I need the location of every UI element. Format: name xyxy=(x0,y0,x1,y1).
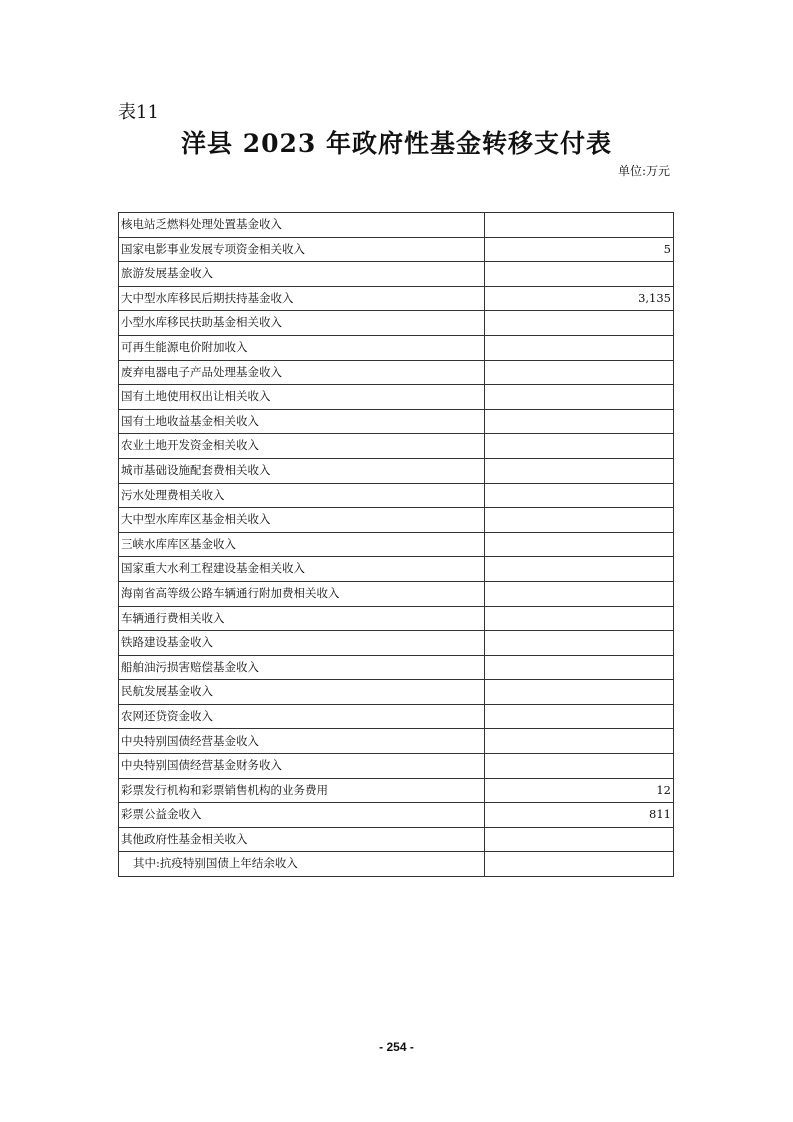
row-item-name: 彩票发行机构和彩票销售机构的业务费用 xyxy=(119,778,485,803)
page-title: 洋县 2023 年政府性基金转移支付表 xyxy=(181,129,612,158)
row-item-value: 811 xyxy=(485,803,674,828)
row-item-value xyxy=(485,852,674,877)
unit-label: 单位:万元 xyxy=(617,164,670,178)
row-item-name: 旅游发展基金收入 xyxy=(119,262,485,287)
row-item-name: 核电站乏燃料处理处置基金收入 xyxy=(119,213,485,238)
table-row xyxy=(119,606,674,631)
row-item-name: 中央特别国债经营基金收入 xyxy=(119,729,485,754)
table-row xyxy=(119,458,674,483)
table-row xyxy=(119,704,674,729)
row-item-name: 农业土地开发资金相关收入 xyxy=(119,434,485,459)
row-item-name: 污水处理费相关收入 xyxy=(119,483,485,508)
table-row xyxy=(119,311,674,336)
row-item-value: 5 xyxy=(485,237,674,262)
row-item-value xyxy=(485,704,674,729)
row-item-name: 其他政府性基金相关收入 xyxy=(119,827,485,852)
row-item-value xyxy=(485,213,674,238)
table-row xyxy=(119,631,674,656)
row-item-value xyxy=(485,557,674,582)
table-row xyxy=(119,557,674,582)
table-row xyxy=(119,385,674,410)
row-item-name: 彩票公益金收入 xyxy=(119,803,485,828)
table-row xyxy=(119,360,674,385)
row-item-value: 3,135 xyxy=(485,286,674,311)
row-item-value xyxy=(485,606,674,631)
row-item-name: 小型水库移民扶助基金相关收入 xyxy=(119,311,485,336)
row-item-value xyxy=(485,508,674,533)
row-item-name: 海南省高等级公路车辆通行附加费相关收入 xyxy=(119,581,485,606)
row-item-value xyxy=(485,335,674,360)
row-item-value xyxy=(485,434,674,459)
table-number-label: 表11 xyxy=(118,102,159,123)
table-row xyxy=(119,827,674,852)
table-row xyxy=(119,434,674,459)
table-row xyxy=(119,286,674,311)
fund-transfer-table xyxy=(118,212,674,877)
row-item-value: 12 xyxy=(485,778,674,803)
row-item-value xyxy=(485,262,674,287)
table-row xyxy=(119,778,674,803)
row-item-name: 三峡水库库区基金收入 xyxy=(119,532,485,557)
row-item-name: 船舶油污损害赔偿基金收入 xyxy=(119,655,485,680)
row-item-value xyxy=(485,385,674,410)
row-item-name: 车辆通行费相关收入 xyxy=(119,606,485,631)
row-item-value xyxy=(485,409,674,434)
table-row xyxy=(119,409,674,434)
row-item-name: 可再生能源电价附加收入 xyxy=(119,335,485,360)
table-row xyxy=(119,680,674,705)
row-item-value xyxy=(485,827,674,852)
row-item-value xyxy=(485,458,674,483)
row-item-name: 其中:抗疫特别国债上年结余收入 xyxy=(119,852,485,877)
row-item-name: 大中型水库库区基金相关收入 xyxy=(119,508,485,533)
table-row xyxy=(119,754,674,779)
table-row xyxy=(119,262,674,287)
table-row xyxy=(119,237,674,262)
table-row xyxy=(119,213,674,238)
row-item-name: 民航发展基金收入 xyxy=(119,680,485,705)
row-item-name: 城市基础设施配套费相关收入 xyxy=(119,458,485,483)
page-number: - 254 - xyxy=(379,1040,414,1054)
table-row xyxy=(119,581,674,606)
row-item-value xyxy=(485,360,674,385)
table-row xyxy=(119,655,674,680)
row-item-name: 国家电影事业发展专项资金相关收入 xyxy=(119,237,485,262)
row-item-name: 国有土地使用权出让相关收入 xyxy=(119,385,485,410)
row-item-value xyxy=(485,655,674,680)
row-item-value xyxy=(485,311,674,336)
row-item-name: 铁路建设基金收入 xyxy=(119,631,485,656)
table-row xyxy=(119,729,674,754)
row-item-name: 农网还贷资金收入 xyxy=(119,704,485,729)
row-item-name: 中央特别国债经营基金财务收入 xyxy=(119,754,485,779)
table-row xyxy=(119,335,674,360)
row-item-value xyxy=(485,754,674,779)
row-item-name: 大中型水库移民后期扶持基金收入 xyxy=(119,286,485,311)
row-item-value xyxy=(485,729,674,754)
row-item-value xyxy=(485,631,674,656)
table-row xyxy=(119,483,674,508)
row-item-name: 废弃电器电子产品处理基金收入 xyxy=(119,360,485,385)
row-item-name: 国有土地收益基金相关收入 xyxy=(119,409,485,434)
row-item-value xyxy=(485,680,674,705)
row-item-name: 国家重大水利工程建设基金相关收入 xyxy=(119,557,485,582)
row-item-value xyxy=(485,532,674,557)
table-row xyxy=(119,532,674,557)
row-item-value xyxy=(485,483,674,508)
table-row xyxy=(119,803,674,828)
table-row xyxy=(119,508,674,533)
table-row xyxy=(119,852,674,877)
row-item-value xyxy=(485,581,674,606)
